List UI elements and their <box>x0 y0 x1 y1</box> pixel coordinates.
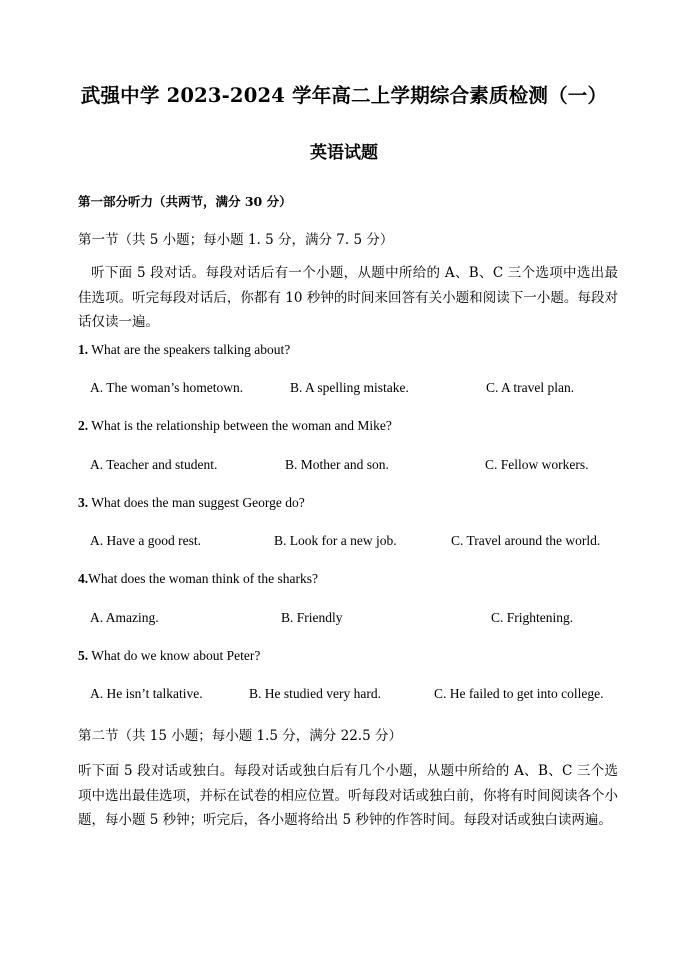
question-5 <box>78 648 260 664</box>
question-1 <box>78 342 290 358</box>
part1-heading: 第一部分听力（共两节，满分 30 分） <box>78 194 292 209</box>
question-number: 4. <box>78 571 89 586</box>
question-2 <box>78 418 392 434</box>
question-text: What is the relationship between the woman and Mike? <box>88 418 392 433</box>
section1-instructions: 听下面 5 段对话。每段对话后有一个小题，从题中所给的 A、B、C 三个选项中选出最佳选项。听完每段对话后，你都有 10 秒钟的时间来回答有关小题和阅读下一小题。每段对话仅读一遍。 <box>78 265 618 330</box>
question-5-option-c: C. He failed to get into college. <box>434 686 604 701</box>
question-number: 1. <box>78 342 89 357</box>
question-text: What do we know about Peter? <box>88 648 261 663</box>
section2-instructions: 听下面 5 段对话或独白。每段对话或独白后有几个小题，从题中所给的 A、B、C 三个选项中选出最佳选项，并标在试卷的相应位置。听每段对话或独白前，你将有时间阅读各个小题，每小题 5 秒钟；听完后，各小题将给出 5 秒钟的作答时间。每段对话或独白读两遍。 <box>78 763 618 828</box>
question-text: What are the speakers talking about? <box>88 342 291 357</box>
question-5-option-b: B. He studied very hard. <box>249 686 381 701</box>
section1-heading: 第一节（共 5 小题；每小题 1. 5 分，满分 7. 5 分） <box>78 232 394 248</box>
question-1-option-a: A. The woman’s hometown. <box>90 380 244 395</box>
question-number: 2. <box>78 418 89 433</box>
question-4-option-a: A. Amazing. <box>90 610 159 625</box>
question-number: 5. <box>78 648 89 663</box>
question-1-option-c: C. A travel plan. <box>486 380 575 395</box>
question-4-option-b: B. Friendly <box>281 610 343 625</box>
section2-heading: 第二节（共 15 小题；每小题 1.5 分，满分 22.5 分） <box>78 728 402 744</box>
question-3-option-a: A. Have a good rest. <box>90 533 201 548</box>
question-3-option-b: B. Look for a new job. <box>274 533 397 548</box>
question-4 <box>78 571 318 587</box>
question-number: 3. <box>78 495 89 510</box>
question-3-option-c: C. Travel around the world. <box>451 533 601 548</box>
question-1-option-b: B. A spelling mistake. <box>290 380 409 395</box>
question-5-option-a: A. He isn’t talkative. <box>90 686 203 701</box>
page-title: 武强中学 2023-2024 学年高二上学期综合素质检测（一） <box>80 84 608 107</box>
question-2-option-a: A. Teacher and student. <box>90 457 218 472</box>
question-3 <box>78 495 305 511</box>
question-text: What does the woman think of the sharks? <box>88 571 318 586</box>
question-text: What does the man suggest George do? <box>88 495 305 510</box>
page-subtitle: 英语试题 <box>310 143 378 163</box>
question-4-option-c: C. Frightening. <box>491 610 574 625</box>
question-2-option-b: B. Mother and son. <box>285 457 389 472</box>
question-2-option-c: C. Fellow workers. <box>485 457 589 472</box>
